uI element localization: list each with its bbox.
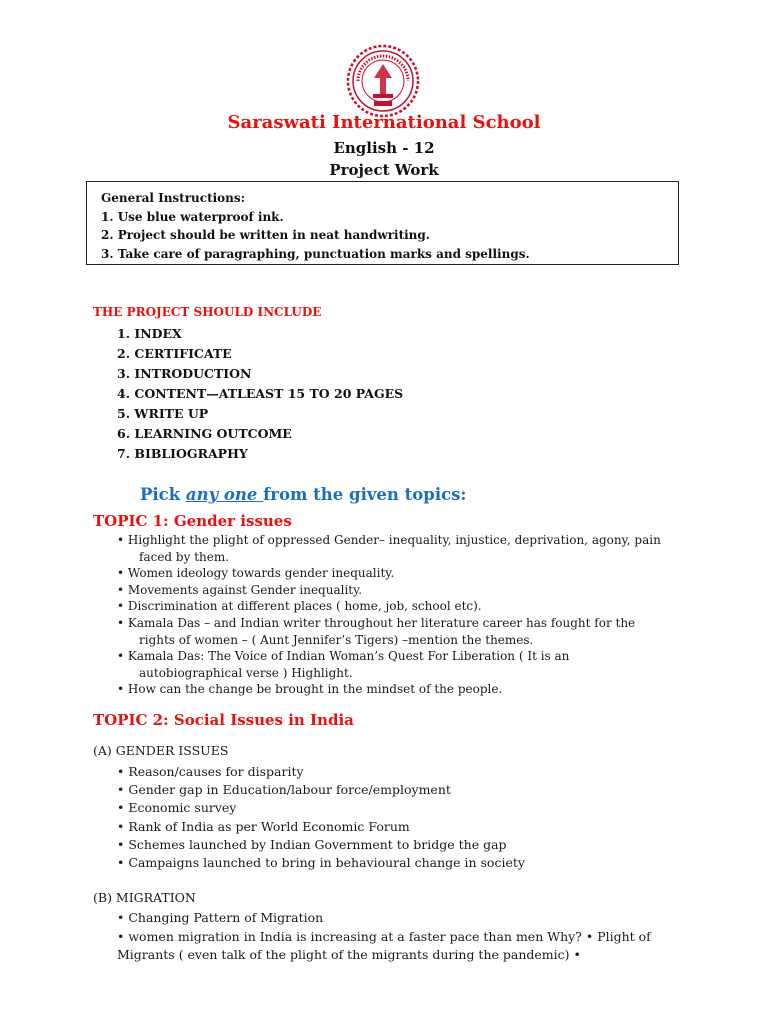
list-item: 5. WRITE UP — [117, 406, 209, 421]
list-item: 6. LEARNING OUTCOME — [117, 426, 292, 441]
subject-title: English - 12 — [333, 139, 435, 157]
list-item: • Women ideology towards gender inequality. — [117, 566, 395, 581]
pick-before: Pick — [140, 485, 186, 504]
list-item-continuation: autobiographical verse ) Highlight. — [139, 665, 353, 680]
section-b-title: (B) MIGRATION — [93, 890, 196, 905]
general-instructions-box — [86, 181, 679, 265]
list-item: • Campaigns launched to bring in behavioural change in society — [117, 855, 525, 871]
list-item: • Gender gap in Education/labour force/employment — [117, 782, 451, 798]
list-item: • Economic survey — [117, 800, 237, 816]
pick-topic-heading — [140, 485, 467, 504]
topic-1-title: TOPIC 1: Gender issues — [93, 512, 292, 530]
topic-1-list — [117, 532, 661, 698]
instruction-item: 3. Take care of paragraphing, punctuation marks and spellings. — [101, 246, 530, 261]
list-item: • women migration in India is increasing at a faster pace than men Why? • Plight of — [117, 928, 651, 944]
school-logo-icon — [346, 44, 420, 118]
list-item: • Highlight the plight of oppressed Gender– inequality, injustice, deprivation, agony, pain — [117, 533, 661, 547]
list-item: • How can the change be brought in the mindset of the people. — [117, 682, 503, 697]
list-item: • Rank of India as per World Economic Forum — [117, 818, 410, 834]
list-item-continuation: faced by them. — [139, 549, 230, 564]
list-item: • Changing Pattern of Migration — [117, 910, 324, 925]
instructions-title: General Instructions: — [101, 191, 246, 205]
list-item: • Kamala Das: The Voice of Indian Woman’s Quest For Liberation ( It is an — [117, 649, 570, 664]
instruction-item: 2. Project should be written in neat handwriting. — [101, 228, 430, 242]
list-item: 7. BIBLIOGRAPHY — [117, 446, 248, 461]
list-item: • Movements against Gender inequality. — [117, 582, 363, 597]
list-item: 3. INTRODUCTION — [117, 366, 252, 381]
list-item: • Discrimination at different places ( home, job, school etc). — [117, 599, 482, 614]
section-b-list — [117, 909, 651, 965]
pick-emphasis: any one — [185, 485, 264, 504]
list-item: 1. INDEX — [117, 326, 182, 341]
list-item: Migrants ( even talk of the plight of the migrants during the pandemic) • — [117, 947, 581, 962]
pick-after: from the given topics: — [263, 485, 467, 504]
section-a-list — [117, 763, 525, 872]
section-a-title: (A) GENDER ISSUES — [93, 743, 229, 758]
project-include-heading: THE PROJECT SHOULD INCLUDE — [93, 305, 322, 319]
list-item: 4. CONTENT—ATLEAST 15 TO 20 PAGES — [117, 386, 404, 401]
doc-type-title: Project Work — [329, 161, 439, 179]
topic-2-title: TOPIC 2: Social Issues in India — [93, 711, 354, 729]
list-item-continuation: rights of women – ( Aunt Jennifer’s Tigers) –mention the themes. — [139, 632, 534, 647]
project-include-list — [117, 324, 403, 464]
instruction-item: 1. Use blue waterproof ink. — [101, 209, 284, 224]
school-name: Saraswati International School — [227, 112, 541, 133]
list-item: 2. CERTIFICATE — [117, 346, 232, 361]
list-item: • Reason/causes for disparity — [117, 764, 304, 779]
list-item: • Kamala Das – and Indian writer throughout her literature career has fought for the — [117, 615, 636, 630]
list-item: • Schemes launched by Indian Government to bridge the gap — [117, 836, 507, 852]
